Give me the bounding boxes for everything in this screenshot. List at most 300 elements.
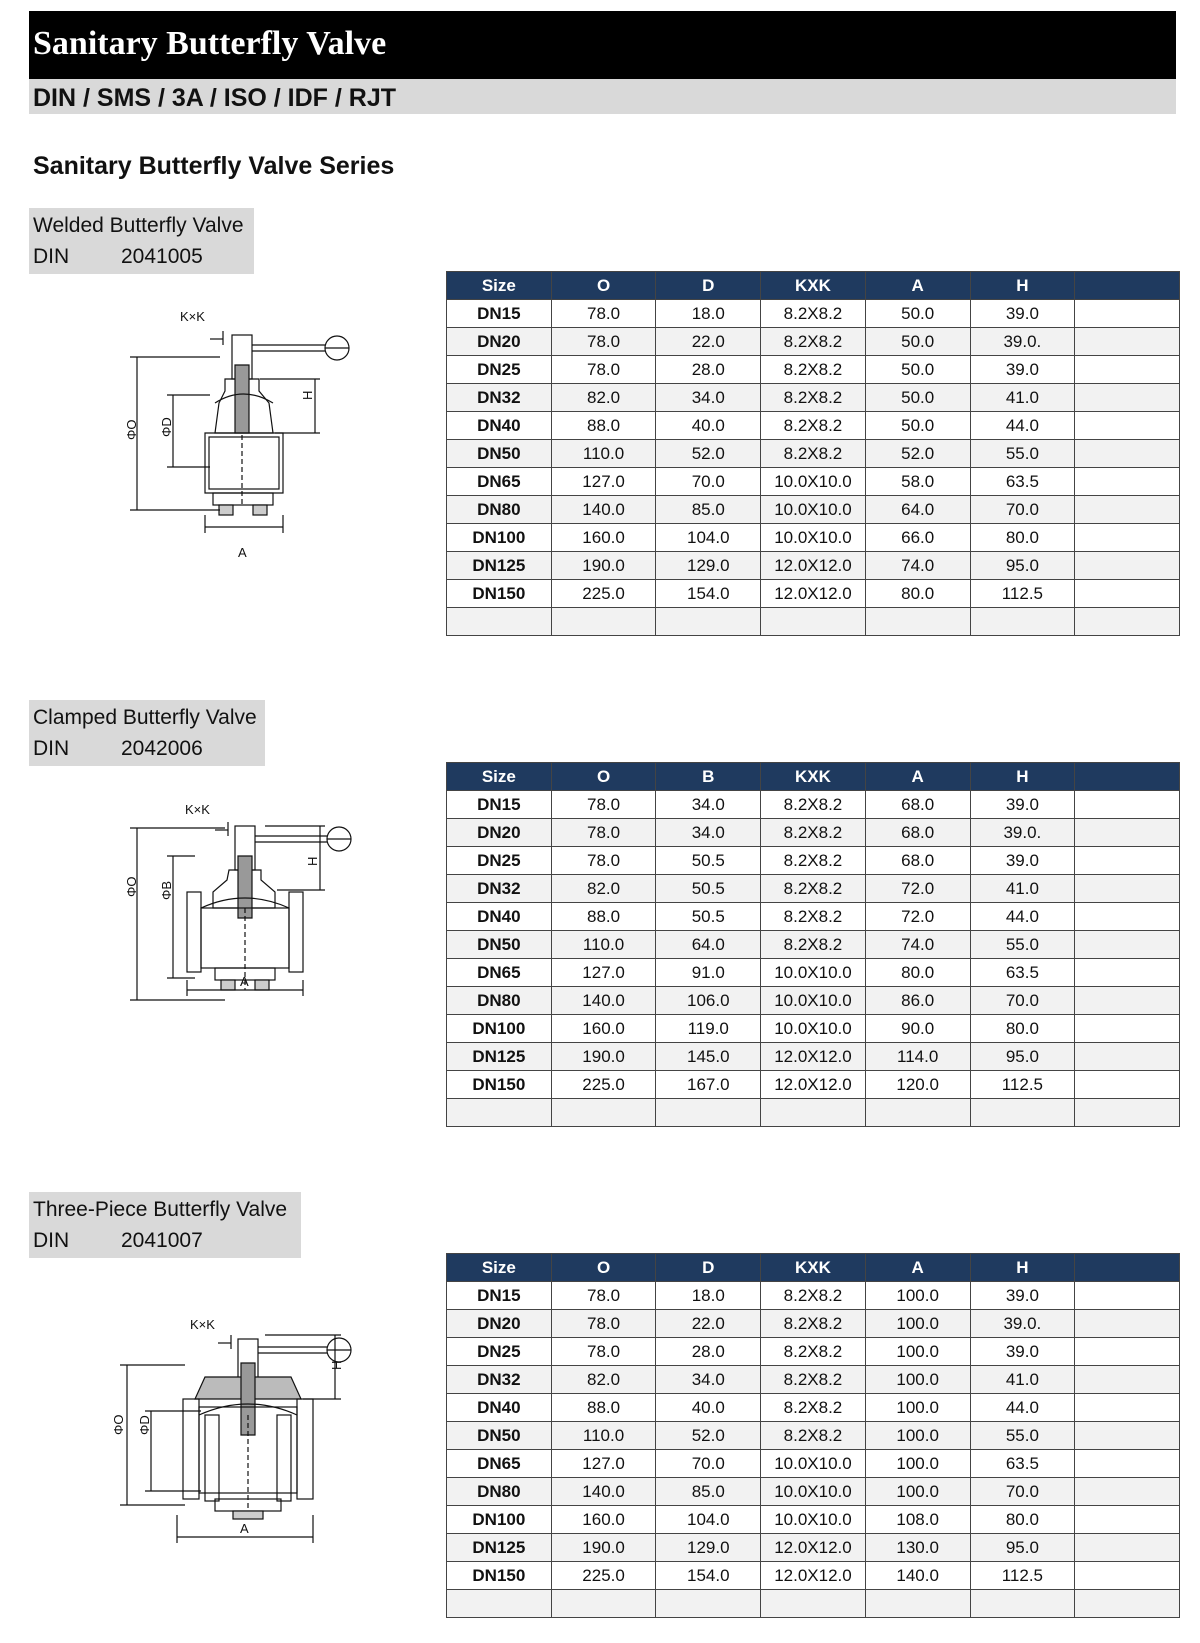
table-row	[447, 1338, 1180, 1366]
value-cell: 10.0X10.0	[761, 468, 866, 496]
value-cell: 140.0	[551, 987, 656, 1015]
value-cell: 8.2X8.2	[761, 412, 866, 440]
value-cell: 78.0	[551, 300, 656, 328]
empty-cell	[1075, 524, 1180, 552]
value-cell: 120.0	[865, 1071, 970, 1099]
column-header: D	[656, 272, 761, 300]
value-cell: 34.0	[656, 384, 761, 412]
size-cell: DN150	[447, 1562, 552, 1590]
value-cell: 106.0	[656, 987, 761, 1015]
size-cell: DN65	[447, 468, 552, 496]
table-header-row	[447, 763, 1180, 791]
value-cell: 127.0	[551, 959, 656, 987]
table-row	[447, 959, 1180, 987]
section-label-clamped	[29, 700, 265, 766]
value-cell: 55.0	[970, 440, 1075, 468]
value-cell: 225.0	[551, 1071, 656, 1099]
value-cell: 190.0	[551, 552, 656, 580]
value-cell: 55.0	[970, 1422, 1075, 1450]
empty-cell	[447, 608, 552, 636]
table-row	[447, 987, 1180, 1015]
value-cell: 70.0	[970, 1478, 1075, 1506]
value-cell: 8.2X8.2	[761, 875, 866, 903]
clamped-valve-drawing	[115, 800, 375, 1040]
value-cell: 10.0X10.0	[761, 524, 866, 552]
empty-cell	[1075, 1478, 1180, 1506]
value-cell: 52.0	[656, 1422, 761, 1450]
value-cell: 100.0	[865, 1450, 970, 1478]
value-cell: 104.0	[656, 1506, 761, 1534]
value-cell: 50.0	[865, 384, 970, 412]
column-header: O	[551, 272, 656, 300]
empty-cell	[1075, 412, 1180, 440]
dim-h: H	[305, 856, 320, 866]
dim-a: A	[240, 1521, 249, 1536]
value-cell: 68.0	[865, 819, 970, 847]
value-cell: 95.0	[970, 1534, 1075, 1562]
table-row	[447, 1422, 1180, 1450]
size-cell: DN100	[447, 1015, 552, 1043]
table-row	[447, 412, 1180, 440]
value-cell: 28.0	[656, 356, 761, 384]
column-header: O	[551, 1254, 656, 1282]
value-cell: 10.0X10.0	[761, 987, 866, 1015]
value-cell: 39.0	[970, 791, 1075, 819]
value-cell: 8.2X8.2	[761, 847, 866, 875]
column-header-empty	[1075, 763, 1180, 791]
empty-cell	[1075, 959, 1180, 987]
value-cell: 112.5	[970, 580, 1075, 608]
table-row	[447, 819, 1180, 847]
empty-cell	[761, 608, 866, 636]
size-cell: DN32	[447, 875, 552, 903]
value-cell: 108.0	[865, 1506, 970, 1534]
value-cell: 50.0	[865, 356, 970, 384]
value-cell: 40.0	[656, 412, 761, 440]
spec-table-clamped	[446, 762, 1180, 1127]
empty-cell	[1075, 1099, 1180, 1127]
value-cell: 10.0X10.0	[761, 1478, 866, 1506]
value-cell: 64.0	[656, 931, 761, 959]
value-cell: 130.0	[865, 1534, 970, 1562]
dim-inner: ΦD	[159, 417, 174, 437]
value-cell: 95.0	[970, 552, 1075, 580]
value-cell: 95.0	[970, 1043, 1075, 1071]
empty-cell	[1075, 1043, 1180, 1071]
dim-kk: K×K	[185, 802, 210, 817]
empty-cell	[865, 1099, 970, 1127]
empty-cell	[1075, 987, 1180, 1015]
three-piece-valve-drawing	[105, 1315, 375, 1555]
dim-o: ΦO	[124, 876, 139, 897]
table-row	[447, 1310, 1180, 1338]
value-cell: 8.2X8.2	[761, 1338, 866, 1366]
value-cell: 34.0	[656, 819, 761, 847]
welded-valve-drawing	[115, 305, 375, 575]
value-cell: 78.0	[551, 328, 656, 356]
value-cell: 68.0	[865, 847, 970, 875]
size-cell: DN65	[447, 1450, 552, 1478]
column-header: Size	[447, 272, 552, 300]
table-row-empty	[447, 608, 1180, 636]
empty-cell	[970, 608, 1075, 636]
empty-cell	[551, 1590, 656, 1618]
value-cell: 114.0	[865, 1043, 970, 1071]
value-cell: 70.0	[970, 496, 1075, 524]
value-cell: 68.0	[865, 791, 970, 819]
size-cell: DN40	[447, 412, 552, 440]
value-cell: 28.0	[656, 1338, 761, 1366]
value-cell: 50.5	[656, 847, 761, 875]
spec-table-three-piece	[446, 1253, 1180, 1618]
size-cell: DN125	[447, 552, 552, 580]
value-cell: 39.0	[970, 356, 1075, 384]
size-cell: DN100	[447, 524, 552, 552]
size-cell: DN40	[447, 1394, 552, 1422]
table-row	[447, 580, 1180, 608]
empty-cell	[1075, 1310, 1180, 1338]
value-cell: 88.0	[551, 1394, 656, 1422]
value-cell: 50.0	[865, 328, 970, 356]
empty-cell	[1075, 496, 1180, 524]
empty-cell	[761, 1099, 866, 1127]
size-cell: DN150	[447, 1071, 552, 1099]
empty-cell	[970, 1590, 1075, 1618]
empty-cell	[761, 1590, 866, 1618]
value-cell: 78.0	[551, 791, 656, 819]
table-row-empty	[447, 1590, 1180, 1618]
table-row	[447, 356, 1180, 384]
empty-cell	[447, 1099, 552, 1127]
value-cell: 72.0	[865, 903, 970, 931]
table-row	[447, 300, 1180, 328]
table-row	[447, 1450, 1180, 1478]
size-cell: DN20	[447, 819, 552, 847]
value-cell: 39.0	[970, 1338, 1075, 1366]
table-row	[447, 384, 1180, 412]
value-cell: 55.0	[970, 931, 1075, 959]
empty-cell	[1075, 468, 1180, 496]
section-name: Welded Butterfly Valve	[33, 214, 244, 237]
value-cell: 8.2X8.2	[761, 931, 866, 959]
size-cell: DN50	[447, 1422, 552, 1450]
table-row	[447, 931, 1180, 959]
size-cell: DN100	[447, 1506, 552, 1534]
size-cell: DN125	[447, 1534, 552, 1562]
value-cell: 10.0X10.0	[761, 959, 866, 987]
dim-inner: ΦB	[159, 880, 174, 900]
value-cell: 8.2X8.2	[761, 1282, 866, 1310]
table-row	[447, 791, 1180, 819]
page-title: Sanitary Butterfly Valve	[33, 25, 387, 62]
table-header-row	[447, 1254, 1180, 1282]
size-cell: DN15	[447, 300, 552, 328]
empty-cell	[447, 1590, 552, 1618]
value-cell: 10.0X10.0	[761, 1450, 866, 1478]
value-cell: 8.2X8.2	[761, 791, 866, 819]
table-row	[447, 1562, 1180, 1590]
table-row	[447, 328, 1180, 356]
empty-cell	[1075, 931, 1180, 959]
value-cell: 100.0	[865, 1366, 970, 1394]
value-cell: 100.0	[865, 1338, 970, 1366]
value-cell: 110.0	[551, 931, 656, 959]
empty-cell	[1075, 356, 1180, 384]
value-cell: 44.0	[970, 1394, 1075, 1422]
value-cell: 18.0	[656, 300, 761, 328]
table-row	[447, 468, 1180, 496]
value-cell: 8.2X8.2	[761, 356, 866, 384]
value-cell: 39.0.	[970, 819, 1075, 847]
section-standard: DIN	[33, 737, 70, 760]
value-cell: 8.2X8.2	[761, 1422, 866, 1450]
value-cell: 100.0	[865, 1282, 970, 1310]
empty-cell	[1075, 300, 1180, 328]
series-title: Sanitary Butterfly Valve Series	[33, 152, 395, 180]
size-cell: DN20	[447, 328, 552, 356]
size-cell: DN25	[447, 847, 552, 875]
column-header: H	[970, 272, 1075, 300]
dim-h: H	[300, 390, 315, 400]
value-cell: 10.0X10.0	[761, 1015, 866, 1043]
empty-cell	[1075, 1422, 1180, 1450]
size-cell: DN80	[447, 1478, 552, 1506]
size-cell: DN150	[447, 580, 552, 608]
value-cell: 70.0	[970, 987, 1075, 1015]
section-name: Three-Piece Butterfly Valve	[33, 1198, 288, 1221]
value-cell: 129.0	[656, 552, 761, 580]
table-row	[447, 875, 1180, 903]
empty-cell	[1075, 1366, 1180, 1394]
value-cell: 50.5	[656, 903, 761, 931]
value-cell: 119.0	[656, 1015, 761, 1043]
empty-cell	[865, 608, 970, 636]
dim-h: H	[329, 1360, 344, 1370]
empty-cell	[551, 608, 656, 636]
size-cell: DN65	[447, 959, 552, 987]
value-cell: 110.0	[551, 440, 656, 468]
value-cell: 52.0	[865, 440, 970, 468]
empty-cell	[656, 1590, 761, 1618]
empty-cell	[1075, 1562, 1180, 1590]
value-cell: 129.0	[656, 1534, 761, 1562]
size-cell: DN25	[447, 1338, 552, 1366]
column-header: KXK	[761, 272, 866, 300]
empty-cell	[1075, 1450, 1180, 1478]
value-cell: 63.5	[970, 468, 1075, 496]
value-cell: 82.0	[551, 1366, 656, 1394]
value-cell: 82.0	[551, 875, 656, 903]
table-row	[447, 552, 1180, 580]
table-row	[447, 903, 1180, 931]
value-cell: 80.0	[865, 959, 970, 987]
value-cell: 88.0	[551, 903, 656, 931]
standards-bar	[29, 79, 1176, 114]
empty-cell	[970, 1099, 1075, 1127]
size-cell: DN50	[447, 440, 552, 468]
value-cell: 127.0	[551, 468, 656, 496]
value-cell: 72.0	[865, 875, 970, 903]
value-cell: 91.0	[656, 959, 761, 987]
section-code: 2041005	[121, 245, 203, 268]
column-header: D	[656, 1254, 761, 1282]
empty-cell	[1075, 1506, 1180, 1534]
section-code: 2042006	[121, 737, 203, 760]
section-standard: DIN	[33, 1229, 70, 1252]
value-cell: 190.0	[551, 1534, 656, 1562]
size-cell: DN80	[447, 987, 552, 1015]
column-header: Size	[447, 763, 552, 791]
value-cell: 70.0	[656, 468, 761, 496]
value-cell: 22.0	[656, 328, 761, 356]
empty-cell	[1075, 1015, 1180, 1043]
value-cell: 12.0X12.0	[761, 1534, 866, 1562]
size-cell: DN15	[447, 1282, 552, 1310]
value-cell: 58.0	[865, 468, 970, 496]
column-header-empty	[1075, 1254, 1180, 1282]
value-cell: 8.2X8.2	[761, 1366, 866, 1394]
empty-cell	[1075, 440, 1180, 468]
value-cell: 50.0	[865, 300, 970, 328]
value-cell: 82.0	[551, 384, 656, 412]
column-header: KXK	[761, 763, 866, 791]
value-cell: 40.0	[656, 1394, 761, 1422]
section-standard: DIN	[33, 245, 70, 268]
value-cell: 78.0	[551, 1310, 656, 1338]
value-cell: 78.0	[551, 1338, 656, 1366]
value-cell: 112.5	[970, 1562, 1075, 1590]
empty-cell	[1075, 552, 1180, 580]
table-row	[447, 496, 1180, 524]
value-cell: 100.0	[865, 1422, 970, 1450]
value-cell: 10.0X10.0	[761, 496, 866, 524]
empty-cell	[656, 1099, 761, 1127]
value-cell: 8.2X8.2	[761, 819, 866, 847]
value-cell: 41.0	[970, 384, 1075, 412]
size-cell: DN125	[447, 1043, 552, 1071]
value-cell: 44.0	[970, 903, 1075, 931]
size-cell: DN15	[447, 791, 552, 819]
empty-cell	[1075, 903, 1180, 931]
value-cell: 50.0	[865, 412, 970, 440]
empty-cell	[1075, 384, 1180, 412]
value-cell: 34.0	[656, 1366, 761, 1394]
value-cell: 160.0	[551, 1015, 656, 1043]
empty-cell	[1075, 1534, 1180, 1562]
section-name: Clamped Butterfly Valve	[33, 706, 257, 729]
value-cell: 63.5	[970, 959, 1075, 987]
section-label-welded	[29, 208, 254, 274]
value-cell: 140.0	[551, 496, 656, 524]
value-cell: 110.0	[551, 1422, 656, 1450]
size-cell: DN32	[447, 1366, 552, 1394]
value-cell: 160.0	[551, 524, 656, 552]
column-header: A	[865, 763, 970, 791]
value-cell: 80.0	[970, 1015, 1075, 1043]
value-cell: 104.0	[656, 524, 761, 552]
value-cell: 140.0	[865, 1562, 970, 1590]
value-cell: 85.0	[656, 496, 761, 524]
value-cell: 8.2X8.2	[761, 384, 866, 412]
value-cell: 41.0	[970, 1366, 1075, 1394]
value-cell: 88.0	[551, 412, 656, 440]
size-cell: DN32	[447, 384, 552, 412]
section-label-three-piece	[29, 1192, 301, 1258]
table-row	[447, 1478, 1180, 1506]
size-cell: DN50	[447, 931, 552, 959]
value-cell: 100.0	[865, 1310, 970, 1338]
title-bar	[29, 11, 1176, 79]
value-cell: 8.2X8.2	[761, 440, 866, 468]
value-cell: 52.0	[656, 440, 761, 468]
size-cell: DN25	[447, 356, 552, 384]
value-cell: 78.0	[551, 356, 656, 384]
size-cell: DN40	[447, 903, 552, 931]
standards-text: DIN / SMS / 3A / ISO / IDF / RJT	[33, 84, 397, 112]
value-cell: 34.0	[656, 791, 761, 819]
column-header: A	[865, 1254, 970, 1282]
table-row	[447, 1534, 1180, 1562]
value-cell: 66.0	[865, 524, 970, 552]
table-row	[447, 1015, 1180, 1043]
value-cell: 86.0	[865, 987, 970, 1015]
empty-cell	[865, 1590, 970, 1618]
table-row	[447, 1071, 1180, 1099]
value-cell: 41.0	[970, 875, 1075, 903]
value-cell: 8.2X8.2	[761, 328, 866, 356]
value-cell: 39.0.	[970, 328, 1075, 356]
column-header: O	[551, 763, 656, 791]
value-cell: 39.0	[970, 1282, 1075, 1310]
table-row	[447, 1506, 1180, 1534]
value-cell: 85.0	[656, 1478, 761, 1506]
empty-cell	[1075, 580, 1180, 608]
empty-cell	[1075, 875, 1180, 903]
table-header-row	[447, 272, 1180, 300]
empty-cell	[1075, 608, 1180, 636]
section-code: 2041007	[121, 1229, 203, 1252]
value-cell: 63.5	[970, 1450, 1075, 1478]
column-header-empty	[1075, 272, 1180, 300]
table-row	[447, 847, 1180, 875]
value-cell: 112.5	[970, 1071, 1075, 1099]
dim-o: ΦO	[111, 1414, 126, 1435]
table-row	[447, 524, 1180, 552]
value-cell: 64.0	[865, 496, 970, 524]
empty-cell	[1075, 1338, 1180, 1366]
value-cell: 100.0	[865, 1394, 970, 1422]
size-cell: DN80	[447, 496, 552, 524]
value-cell: 90.0	[865, 1015, 970, 1043]
empty-cell	[1075, 1071, 1180, 1099]
empty-cell	[1075, 1590, 1180, 1618]
column-header: B	[656, 763, 761, 791]
dim-a: A	[238, 545, 247, 560]
value-cell: 145.0	[656, 1043, 761, 1071]
value-cell: 39.0.	[970, 1310, 1075, 1338]
value-cell: 44.0	[970, 412, 1075, 440]
value-cell: 8.2X8.2	[761, 903, 866, 931]
value-cell: 39.0	[970, 847, 1075, 875]
value-cell: 154.0	[656, 580, 761, 608]
value-cell: 39.0	[970, 300, 1075, 328]
empty-cell	[1075, 847, 1180, 875]
table-row	[447, 1366, 1180, 1394]
value-cell: 74.0	[865, 931, 970, 959]
value-cell: 50.5	[656, 875, 761, 903]
value-cell: 78.0	[551, 819, 656, 847]
dim-kk: K×K	[180, 309, 205, 324]
